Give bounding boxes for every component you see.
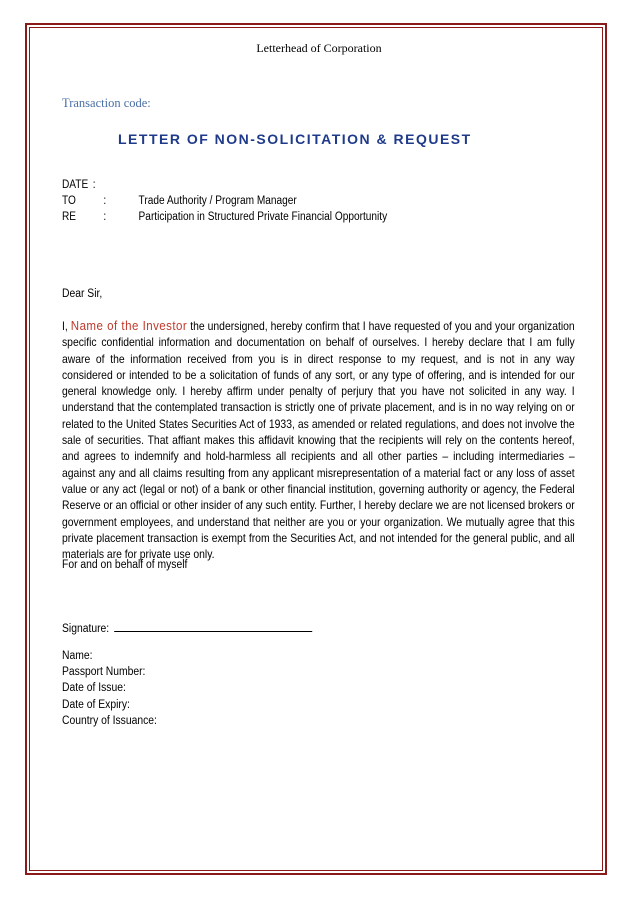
document-title: LETTER OF NON-SOLICITATION & REQUEST (118, 131, 472, 147)
investor-name-placeholder: Name of the Investor (70, 318, 188, 333)
name-field-label: Name: (62, 650, 93, 662)
date-of-expiry-label: Date of Expiry: (62, 698, 130, 711)
letterhead: Letterhead of Corporation (256, 41, 382, 55)
salutation: Dear Sir, (62, 288, 103, 300)
on-behalf-line: For and on behalf of myself (62, 559, 188, 571)
to-label: TO (62, 195, 76, 207)
date-of-issue-label: Date of Issue: (62, 682, 126, 695)
signature-row (62, 620, 313, 635)
signature-line (115, 620, 313, 632)
signature-label: Signature: (62, 623, 110, 635)
transaction-code-label: Transaction code: (62, 96, 151, 110)
to-colon: : (103, 195, 107, 207)
passport-number-label: Passport Number: (62, 666, 146, 679)
body-paragraph (62, 318, 575, 563)
to-value: Trade Authority / Program Manager (138, 195, 297, 207)
re-label: RE (62, 211, 77, 223)
identity-fields (62, 648, 157, 729)
body-text: the undersigned, hereby confirm that I have requested of you and your organization specific confidential information and documentation on behalf of ourselves. I hereby declare that I am fully aware of the information received from you is in direct response to my request, and is not in any way considered or intended to be a solicitation of funds of any sort, or any type of offering, and is intended for our general knowledge only. I hereby affirm under penalty of perjury that you have not solicited in any way. I understand that the contemplated transaction is strictly one of private placement, and is in no way relying on or related to the United States Securities Act of 1933, as amended or related regulations, and does not involve the sale of securities. That affiant makes this affidavit knowing that the recipients will rely on the contents hereof, and agrees to indemnify and hold-harmless all recipients and all other parties – including intermediaries – against any and all claims resulting from any applicant misrepresentation of a material fact or any loss of asset value or any act (legal or not) of a bank or other financial institution, governing authority or agency, the Federal Reserve or an official or other insider of any such entity. Further, I hereby declare we are not licensed brokers or government employees, and understand that neither are you or your organization. We mutually agree that this private placement transaction is exempt from the Securities Act, and not intended for the general public, and all materials are for private use only. (62, 320, 575, 562)
country-of-issuance-label: Country of Issuance: (62, 714, 157, 727)
body-prefix: I, (62, 320, 68, 333)
re-colon: : (103, 211, 107, 223)
re-value: Participation in Structured Private Financial Opportunity (138, 211, 388, 223)
date-colon: : (92, 179, 96, 191)
date-label: DATE (62, 179, 89, 191)
